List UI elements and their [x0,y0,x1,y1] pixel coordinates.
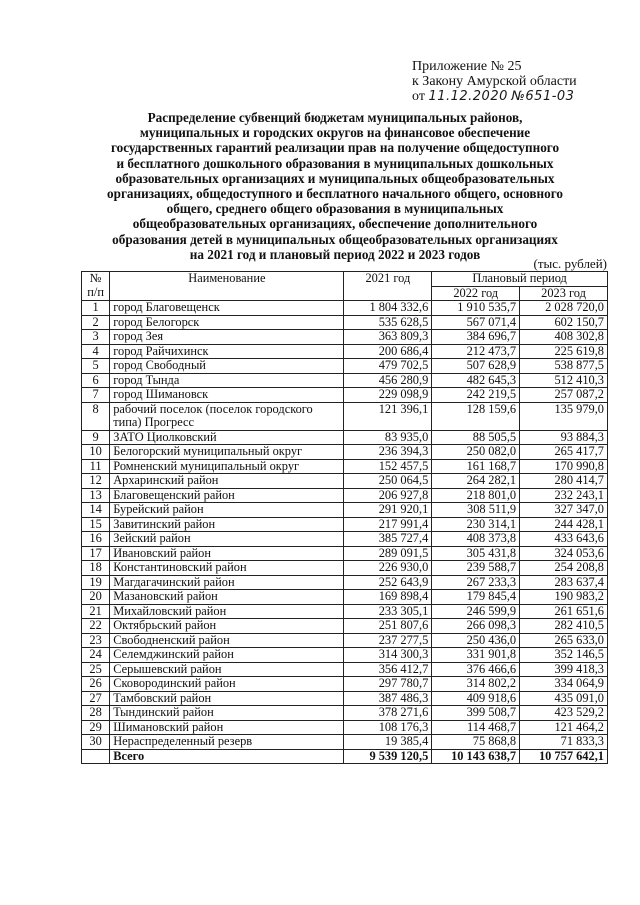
title-line: и бесплатного дошкольного образования в муниципальных дошкольных [116,155,554,171]
row-value-2021: 378 271,6 [344,706,432,721]
row-name: Зейский район [110,532,344,547]
handwritten-law-number: №651-03 [511,89,575,104]
row-value-2021: 83 935,0 [344,430,432,445]
row-value-2023: 254 208,8 [520,561,608,576]
table-row [82,359,608,374]
row-number: 2 [82,315,110,330]
row-number: 20 [82,590,110,605]
row-value-2021: 456 280,9 [344,373,432,388]
row-value-2022: 1 910 535,7 [432,301,520,316]
total-value-2022: 10 143 638,7 [432,749,520,764]
row-number: 21 [82,604,110,619]
row-name: Октябрьский район [110,619,344,634]
row-name: Завитинский район [110,517,344,532]
row-number: 5 [82,359,110,374]
table-row [82,604,608,619]
table-row [82,619,608,634]
row-number: 3 [82,330,110,345]
row-value-2023: 2 028 720,0 [520,301,608,316]
table-row [82,503,608,518]
row-value-2021: 252 643,9 [344,575,432,590]
row-number: 8 [82,402,110,430]
row-number: 27 [82,691,110,706]
row-value-2022: 567 071,4 [432,315,520,330]
row-number: 16 [82,532,110,547]
row-value-2023: 170 990,8 [520,459,608,474]
handwritten-date: 11.12.2020 [428,89,508,104]
row-number: 18 [82,561,110,576]
row-value-2021: 356 412,7 [344,662,432,677]
row-value-2021: 291 920,1 [344,503,432,518]
row-value-2021: 535 628,5 [344,315,432,330]
table-row [82,301,608,316]
table-header-row [82,272,608,287]
row-value-2023: 93 884,3 [520,430,608,445]
row-value-2022: 114 468,7 [432,720,520,735]
row-value-2023: 538 877,5 [520,359,608,374]
row-number: 24 [82,648,110,663]
total-value-2023: 10 757 642,1 [520,749,608,764]
row-value-2022: 267 233,3 [432,575,520,590]
row-name: Нераспределенный резерв [110,735,344,750]
table-row [82,706,608,721]
row-number: 19 [82,575,110,590]
row-value-2021: 385 727,4 [344,532,432,547]
row-value-2021: 108 176,3 [344,720,432,735]
table-row [82,532,608,547]
row-value-2021: 237 277,5 [344,633,432,648]
table-row [82,474,608,489]
row-value-2023: 225 619,8 [520,344,608,359]
row-value-2021: 121 396,1 [344,402,432,430]
row-value-2022: 399 508,7 [432,706,520,721]
subvention-table [81,271,608,764]
row-name: город Свободный [110,359,344,374]
table-row [82,459,608,474]
row-value-2023: 352 146,5 [520,648,608,663]
row-value-2023: 135 979,0 [520,402,608,430]
row-value-2023: 232 243,1 [520,488,608,503]
table-row [82,488,608,503]
row-name: город Тында [110,373,344,388]
row-name: Свободненский район [110,633,344,648]
row-number: 22 [82,619,110,634]
row-value-2023: 399 418,3 [520,662,608,677]
table-row [82,677,608,692]
row-name: город Шимановск [110,388,344,403]
table-row [82,561,608,576]
row-number: 12 [82,474,110,489]
row-name: город Зея [110,330,344,345]
row-value-2022: 507 628,9 [432,359,520,374]
row-value-2022: 179 845,4 [432,590,520,605]
row-value-2022: 376 466,6 [432,662,520,677]
table-row [82,546,608,561]
annex-date-line [412,89,577,104]
row-value-2021: 479 702,5 [344,359,432,374]
row-value-2022: 246 599,9 [432,604,520,619]
row-value-2023: 408 302,8 [520,330,608,345]
row-number: 25 [82,662,110,677]
row-number: 17 [82,546,110,561]
row-value-2023: 121 464,2 [520,720,608,735]
table-row [82,344,608,359]
row-name: Шимановский район [110,720,344,735]
row-number: 9 [82,430,110,445]
row-number: 30 [82,735,110,750]
row-value-2023: 334 064,9 [520,677,608,692]
units-label: (тыс. рублей) [533,256,607,271]
row-value-2023: 244 428,1 [520,517,608,532]
row-value-2021: 19 385,4 [344,735,432,750]
row-name: город Белогорск [110,315,344,330]
row-value-2021: 1 804 332,6 [344,301,432,316]
row-value-2023: 282 410,5 [520,619,608,634]
row-number: 7 [82,388,110,403]
row-value-2021: 226 930,0 [344,561,432,576]
row-value-2022: 331 901,8 [432,648,520,663]
annex-law-reference: к Закону Амурской области [412,74,577,89]
annex-number: Приложение № 25 [412,59,522,74]
row-value-2021: 289 091,5 [344,546,432,561]
row-name: Серышевский район [110,662,344,677]
row-value-2022: 218 801,0 [432,488,520,503]
table-row [82,735,608,750]
row-value-2021: 152 457,5 [344,459,432,474]
header-number-symbol: № [89,271,102,285]
row-name: Магдагачинский район [110,575,344,590]
row-number: 10 [82,445,110,460]
total-row [82,749,608,764]
row-value-2023: 261 651,6 [520,604,608,619]
table-row [82,402,608,430]
row-value-2022: 482 645,3 [432,373,520,388]
row-name: ЗАТО Циолковский [110,430,344,445]
row-value-2021: 233 305,1 [344,604,432,619]
total-value-2021: 9 539 120,5 [344,749,432,764]
row-value-2021: 229 098,9 [344,388,432,403]
row-name: Белогорский муниципальный округ [110,445,344,460]
table-row [82,517,608,532]
total-number-empty [82,749,110,764]
row-value-2021: 387 486,3 [344,691,432,706]
row-value-2023: 190 983,2 [520,590,608,605]
title-line: организациях, общедоступного и бесплатного начального общего, основного [107,186,563,202]
document-title [70,110,600,262]
row-value-2023: 433 643,6 [520,532,608,547]
row-value-2023: 265 633,0 [520,633,608,648]
row-value-2023: 257 087,2 [520,388,608,403]
row-value-2022: 266 098,3 [432,619,520,634]
row-value-2022: 409 918,6 [432,691,520,706]
table-row [82,315,608,330]
row-name: Мазановский район [110,590,344,605]
row-value-2023: 71 833,3 [520,735,608,750]
header-name: Наименование [110,272,344,301]
row-number: 4 [82,344,110,359]
annex-header [412,59,577,104]
row-number: 23 [82,633,110,648]
row-value-2022: 384 696,7 [432,330,520,345]
row-value-2023: 435 091,0 [520,691,608,706]
row-number: 11 [82,459,110,474]
row-number: 14 [82,503,110,518]
row-value-2023: 423 529,2 [520,706,608,721]
row-value-2023: 265 417,7 [520,445,608,460]
table-row [82,373,608,388]
row-value-2022: 408 373,8 [432,532,520,547]
row-number: 26 [82,677,110,692]
row-value-2022: 230 314,1 [432,517,520,532]
row-value-2023: 324 053,6 [520,546,608,561]
row-value-2022: 75 868,8 [432,735,520,750]
row-value-2023: 327 347,0 [520,503,608,518]
title-line: муниципальных и городских округов на финансовое обеспечение [139,125,531,141]
row-name: рабочий поселок (поселок городского типа) Прогресс [110,402,344,430]
row-value-2022: 308 511,9 [432,503,520,518]
table-row [82,388,608,403]
row-value-2022: 128 159,6 [432,402,520,430]
row-value-2022: 314 802,2 [432,677,520,692]
title-line: образовательных организациях и муниципальных общеобразовательных [115,170,555,186]
row-value-2023: 280 414,7 [520,474,608,489]
row-value-2023: 512 410,3 [520,373,608,388]
title-line: Распределение субвенций бюджетам муниципальных районов, [147,110,523,125]
total-label: Всего [110,749,344,764]
row-number: 28 [82,706,110,721]
row-value-2023: 602 150,7 [520,315,608,330]
row-value-2022: 242 219,5 [432,388,520,403]
header-planned-period: Плановый период [432,272,608,287]
row-value-2022: 305 431,8 [432,546,520,561]
row-value-2022: 161 168,7 [432,459,520,474]
row-number: 6 [82,373,110,388]
header-2021: 2021 год [344,272,432,301]
header-2023: 2023 год [520,286,608,301]
row-name: Тындинский район [110,706,344,721]
row-value-2023: 283 637,4 [520,575,608,590]
row-value-2022: 239 588,7 [432,561,520,576]
header-number-abbr: п/п [87,284,104,299]
row-name: Ромненский муниципальный округ [110,459,344,474]
table-row [82,590,608,605]
row-number: 15 [82,517,110,532]
row-value-2021: 200 686,4 [344,344,432,359]
row-name: город Благовещенск [110,301,344,316]
row-value-2021: 314 300,3 [344,648,432,663]
table-row [82,330,608,345]
row-value-2021: 251 807,6 [344,619,432,634]
header-number [82,272,110,301]
row-value-2021: 169 898,4 [344,590,432,605]
table-row [82,720,608,735]
row-value-2021: 206 927,8 [344,488,432,503]
row-value-2022: 250 436,0 [432,633,520,648]
title-line: общего, среднего общего образования в муниципальных [166,201,504,217]
row-value-2022: 88 505,5 [432,430,520,445]
row-value-2022: 264 282,1 [432,474,520,489]
table-row [82,691,608,706]
row-name: Михайловский район [110,604,344,619]
row-value-2022: 250 082,0 [432,445,520,460]
title-line: образования детей в муниципальных общеобразовательных организациях [112,231,558,247]
row-name: Бурейский район [110,503,344,518]
row-name: Благовещенский район [110,488,344,503]
row-name: Ивановский район [110,546,344,561]
row-value-2021: 297 780,7 [344,677,432,692]
title-line: государственных гарантий реализации прав на получение общедоступного [110,140,560,156]
table-row [82,575,608,590]
row-number: 29 [82,720,110,735]
header-2022: 2022 год [432,286,520,301]
title-line: общеобразовательных организациях, обеспечение дополнительного [132,216,538,232]
row-name: Сковородинский район [110,677,344,692]
table-row [82,662,608,677]
table-row [82,445,608,460]
row-number: 13 [82,488,110,503]
row-value-2021: 217 991,4 [344,517,432,532]
table-row [82,633,608,648]
table-row [82,430,608,445]
table-row [82,648,608,663]
row-name: город Райчихинск [110,344,344,359]
row-value-2022: 212 473,7 [432,344,520,359]
row-name: Селемджинский район [110,648,344,663]
row-name: Тамбовский район [110,691,344,706]
annex-date-prefix: от [412,89,425,104]
title-line: на 2021 год и плановый период 2022 и 2023 годов [189,246,481,262]
row-value-2021: 250 064,5 [344,474,432,489]
row-number: 1 [82,301,110,316]
row-value-2021: 236 394,3 [344,445,432,460]
row-name: Архаринский район [110,474,344,489]
row-name: Константиновский район [110,561,344,576]
row-value-2021: 363 809,3 [344,330,432,345]
